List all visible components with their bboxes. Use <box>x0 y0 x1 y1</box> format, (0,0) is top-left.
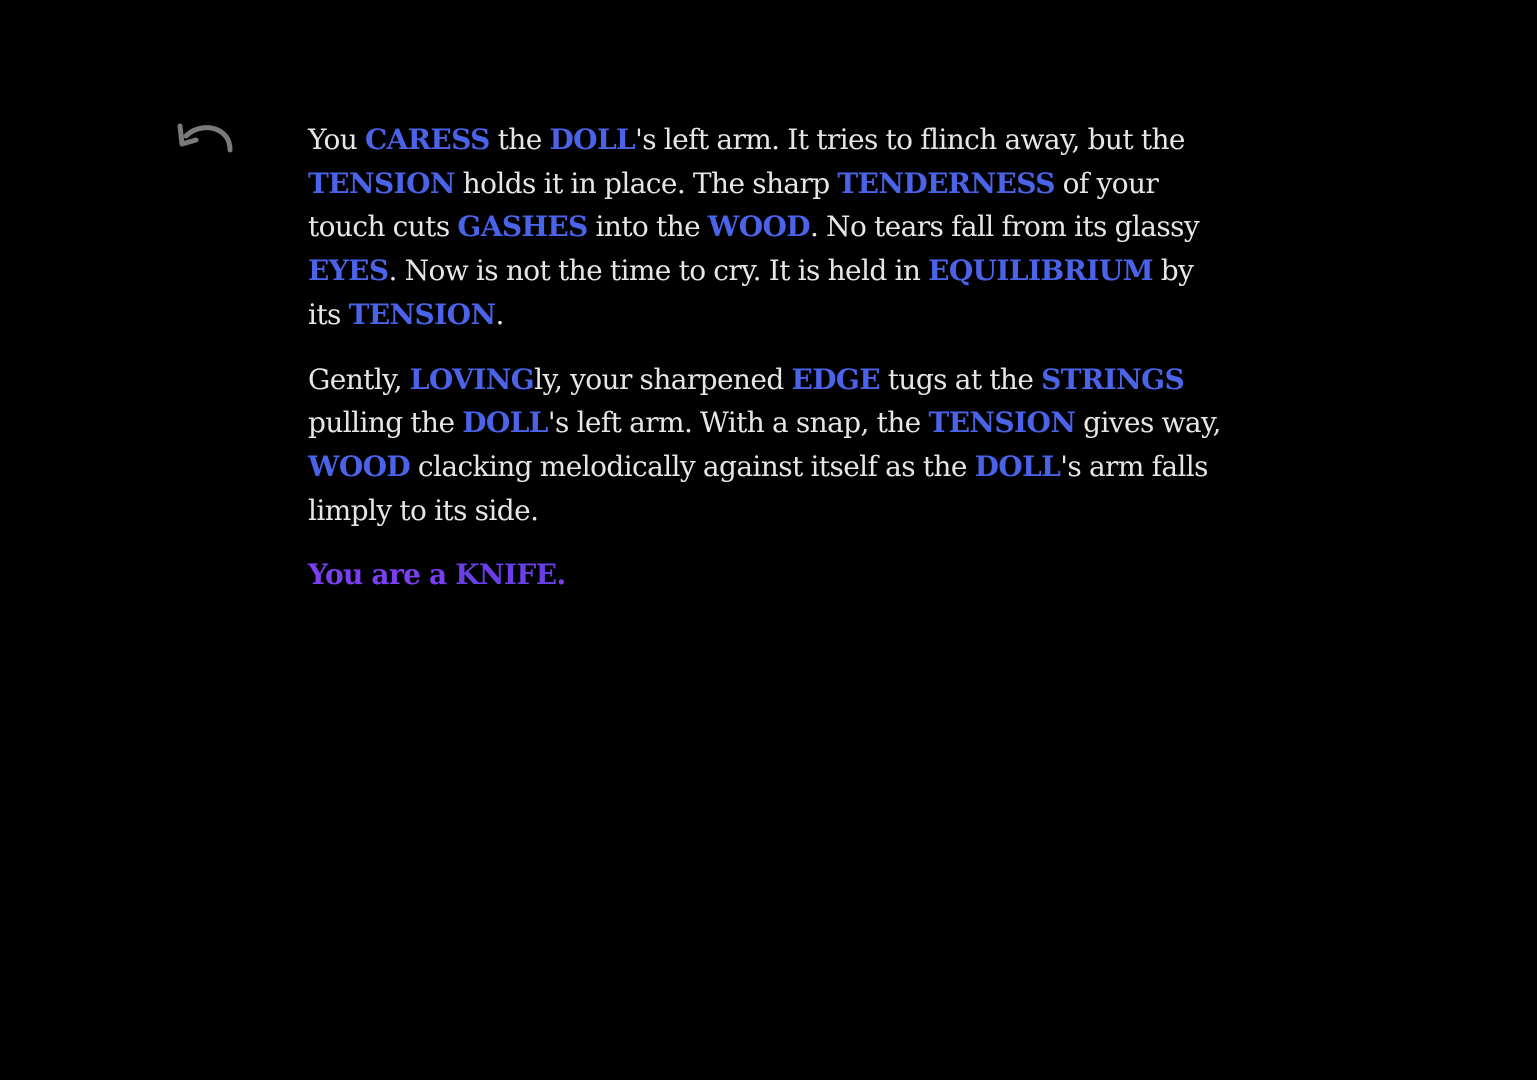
final-statement <box>308 553 1223 597</box>
story-text: by its <box>308 254 1194 331</box>
keyword-link[interactable]: GASHES <box>457 210 588 244</box>
story-text: clacking melodically against itself as the <box>410 449 975 483</box>
story-text: . <box>495 297 504 331</box>
story-text: Gently, <box>308 362 410 396</box>
keyword-link[interactable]: DOLL <box>462 406 548 440</box>
story-text: . Now is not the time to cry. It is held in <box>388 254 929 288</box>
keyword-link[interactable]: CARESS <box>364 123 490 156</box>
story-text: You <box>308 123 365 156</box>
final-suffix: . <box>556 558 566 592</box>
final-prefix: You are a <box>308 558 456 592</box>
keyword-link[interactable]: STRINGS <box>1041 362 1185 396</box>
story-text: tugs at the <box>879 362 1042 396</box>
story-text: gives way, <box>1075 406 1221 440</box>
story-text: . No tears fall from its glassy <box>809 210 1200 244</box>
keyword-link[interactable]: WOOD <box>707 210 810 244</box>
final-keyword: KNIFE <box>455 558 557 592</box>
undo-arrow-icon <box>176 118 238 160</box>
keyword-link[interactable]: EDGE <box>791 362 880 396</box>
keyword-link[interactable]: LOVING <box>409 362 535 396</box>
story-text: holds it in place. The sharp <box>454 166 838 200</box>
story-passage <box>308 118 1223 618</box>
story-paragraph <box>308 118 1223 337</box>
story-text: of your touch cuts <box>308 166 1159 244</box>
keyword-link[interactable]: TENSION <box>308 166 455 200</box>
story-text: 's arm falls limply to its side. <box>308 449 1208 527</box>
keyword-link[interactable]: EYES <box>308 254 389 288</box>
story-text: ly, your sharpened <box>534 362 792 396</box>
story-text: 's left arm. With a snap, the <box>547 406 929 440</box>
story-text: pulling the <box>308 406 463 440</box>
story-text: into the <box>587 210 708 244</box>
keyword-link[interactable]: DOLL <box>549 123 636 156</box>
keyword-link[interactable]: TENSION <box>348 297 496 331</box>
keyword-link[interactable]: TENDERNESS <box>837 166 1055 200</box>
keyword-link[interactable]: DOLL <box>974 449 1061 483</box>
story-paragraph <box>308 358 1223 533</box>
story-text: 's left arm. It tries to flinch away, but the <box>635 123 1185 156</box>
keyword-link[interactable]: WOOD <box>308 449 411 483</box>
story-text: the <box>489 123 550 156</box>
keyword-link[interactable]: TENSION <box>928 406 1076 440</box>
undo-button[interactable] <box>176 118 238 160</box>
keyword-link[interactable]: EQUILIBRIUM <box>928 254 1153 288</box>
